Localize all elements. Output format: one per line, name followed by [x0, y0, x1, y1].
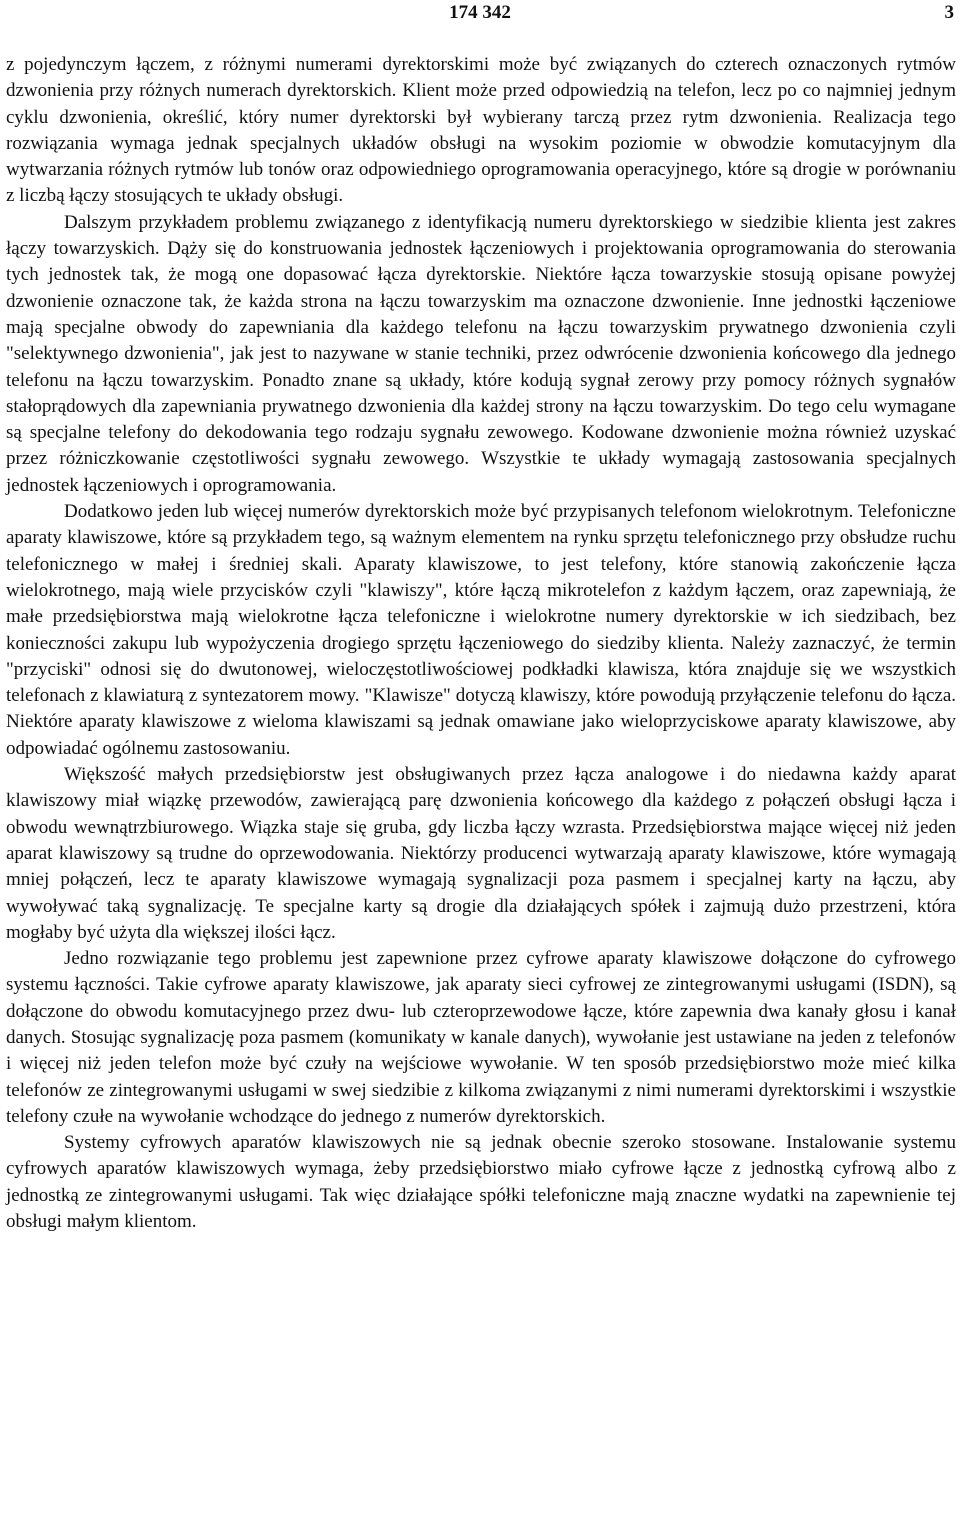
body-text [6, 52, 956, 1235]
paragraph: Systemy cyfrowych aparatów klawiszowych nie są jednak obecnie szeroko stosowane. Instalowanie systemu cyfrowych aparatów klawiszowych wymaga, żeby przedsiębiorstwo miało cyfrowe łącze z jednostką cyfrową albo z jednostką ze zintegrowanymi usługami. Tak więc działające spółki telefoniczne mają znaczne wydatki na zapewnienie tej obsługi małym klientom. [6, 1132, 956, 1233]
paragraph: Dalszym przykładem problemu związanego z identyfikacją numeru dyrektorskiego w siedzibie klienta jest zakres łączy towarzyskich. Dąży się do konstruowania jednostek łączeniowych i projektowania oprogramowania do sterowania tych jednostek tak, że mogą one dopasować łącza dyrektorskie. Niektóre łącza towarzyskie stosują opisane powyżej dzwonienie oznaczone tak, że każda strona na łączu towarzyskim ma oznaczone dzwonienie. Inne jednostki łączeniowe mają specjalne obwody do zapewniania dla każdego telefonu na łączu towarzyskim prywatnego dzwonienia czyli "selektywnego dzwonienia", jak jest to nazywane w stanie techniki, przez odwrócenie dzwonienia końcowego dla jednego telefonu na łączu towarzyskim. Ponadto znane są układy, które kodują sygnał zerowy przy pomocy różnych sygnałów stałoprądowych dla zapewniania prywatnego dzwonienia dla każdej strony na łączu towarzyskim. Do tego celu wymagane są specjalne telefony do dekodowania tego rodzaju sygnału zewowego. Kodowane dzwonienie można również uzyskać przez różniczkowanie częstotliwości sygnału zewowego. Wszystkie te układy wymagają zastosowania specjalnych jednostek łączeniowych i oprogramowania. [6, 211, 956, 496]
page-number: 3 [944, 2, 954, 23]
paragraph: Jedno rozwiązanie tego problemu jest zapewnione przez cyfrowe aparaty klawiszowe dołączone do cyfrowego systemu łączności. Takie cyfrowe aparaty klawiszowe, jak aparaty sieci cyfrowej ze zintegrowanymi usługami (ISDN), są dołączone do obwodu komutacyjnego przez dwu- lub czteroprzewodowe łącze, które zapewnia dwa kanały głosu i kanał danych. Stosując sygnalizację poza pasmem (komunikaty w kanale danych), wywołanie jest ustawiane na jeden z telefonów i więcej niż jeden telefon może być czuły na wejściowe wywołanie. W ten sposób przedsiębiorstwo może mieć kilka telefonów ze zintegrowanymi usługami w swej siedzibie z kilkoma związanymi z nimi numerami dyrektorskimi i wszystkie telefony czułe na wywołanie wchodzące do jednego z numerów dyrektorskich. [6, 948, 956, 1127]
page-header [0, 2, 960, 32]
document-number: 174 342 [449, 2, 511, 23]
paragraph: Większość małych przedsiębiorstw jest obsługiwanych przez łącza analogowe i do niedawna każdy aparat klawiszowy miał wiązkę przewodów, zawierającą parę dzwonienia końcowego dla każdego z połączeń obsługi łącza i obwodu wewnątrzbiurowego. Wiązka staje się gruba, gdy liczba łączy wzrasta. Przedsiębiorstwa mające więcej niż jeden aparat klawiszowy są trudne do oprzewodowania. Niektórzy producenci wytwarzają aparaty klawiszowe, które wymagają mniej połączeń, lecz te aparaty klawiszowe wymagają sygnalizacji poza pasmem i specjalnej karty na łączu, aby wywoływać taką sygnalizację. Te specjalne karty są drogie dla działających spółek i zajmują dużo przestrzeni, która mogłaby być użyta dla większej ilości łącz. [6, 764, 956, 943]
paragraph: z pojedynczym łączem, z różnymi numerami dyrektorskimi może być związanych do czterech oznaczonych rytmów dzwonienia przy różnych numerach dyrektorskich. Klient może przed odpowiedzią na telefon, lecz po co najmniej jednym cyklu dzwonienia, określić, który numer dyrektorski był wybierany tarczą przez rytm dzwonienia. Realizacja tego rozwiązania wymaga jednak specjalnych układów obsługi na wysokim poziomie w obwodzie komutacyjnym dla wytwarzania różnych rytmów lub tonów oraz odpowiedniego oprogramowania operacyjnego, które są drogie w porównaniu z liczbą łączy stosujących te układy obsługi. [6, 54, 956, 207]
paragraph: Dodatkowo jeden lub więcej numerów dyrektorskich może być przypisanych telefonom wielokrotnym. Telefoniczne aparaty klawiszowe, które są przykładem tego, są ważnym elementem na rynku sprzętu telefonicznego przy obsłudze ruchu telefonicznego w małej i średniej skali. Aparaty klawiszowe, to jest telefony, które stanowią zakończenie łącza wielokrotnego, mają wiele przycisków czyli "klawiszy", które łączą mikrotelefon z każdym łączem, oraz zapewniają, że małe przedsiębiorstwa mają wielokrotne łącza telefoniczne i wielokrotne numery dyrektorskie w ich siedzibach, bez konieczności zakupu lub wypożyczenia drogiego sprzętu łączeniowego do siedziby klienta. Należy zaznaczyć, że termin "przyciski" odnosi się do dwutonowej, wieloczęstotliwościowej podkładki klawisza, która znajduje się we wszystkich telefonach z klawiaturą z syntezatorem mowy. "Klawisze" dotyczą klawiszy, które powodują przyłączenie telefonu do łącza. Niektóre aparaty klawiszowe z wieloma klawiszami są jednak omawiane jako wieloprzyciskowe aparaty klawiszowe, aby odpowiadać ogólnemu zastosowaniu. [6, 501, 956, 759]
